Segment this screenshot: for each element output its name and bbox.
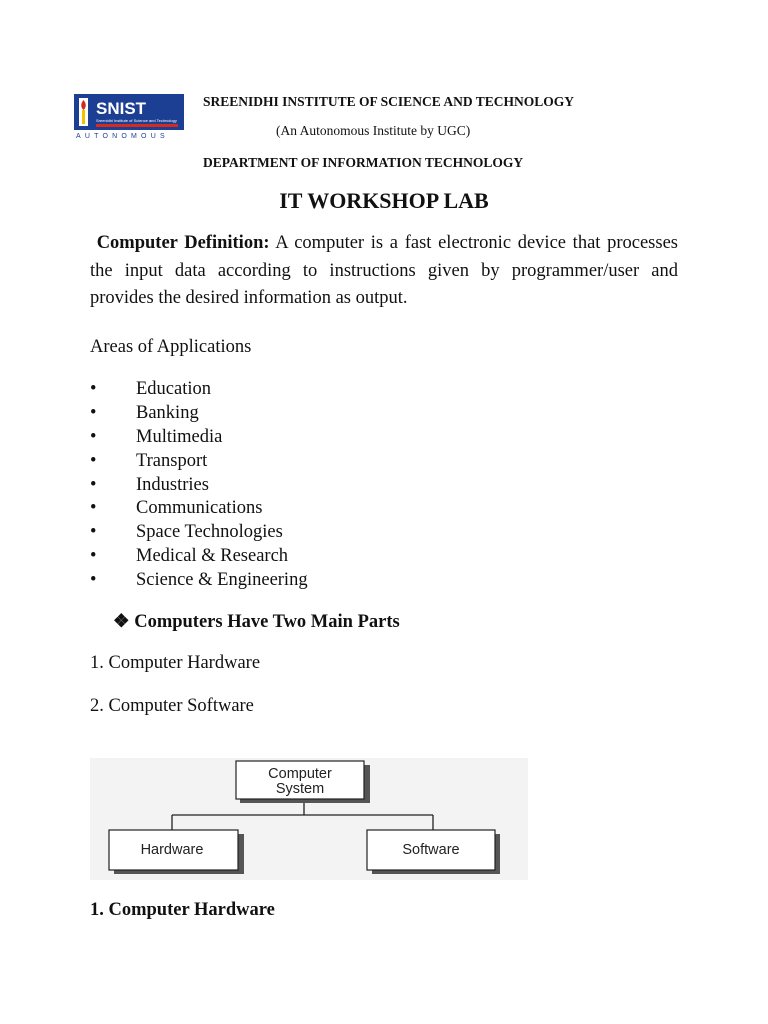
- list-item: [90, 426, 308, 450]
- diagram-node-hardware: [109, 830, 244, 874]
- node-label: Hardware: [140, 842, 204, 858]
- bullet-icon: •: [90, 379, 97, 399]
- bullet-icon: •: [90, 402, 97, 423]
- computer-system-diagram: [90, 758, 528, 880]
- applications-list: [90, 378, 308, 593]
- bullet-icon: •: [90, 498, 97, 519]
- logo-torch-icon: [82, 110, 85, 124]
- logo-text: SNIST: [96, 99, 147, 118]
- list-item-label: Education: [136, 379, 212, 399]
- list-item: [90, 474, 308, 498]
- list-item-label: Transport: [136, 450, 208, 471]
- list-item-label: Banking: [136, 402, 199, 423]
- logo-autonomous: AUTONOMOUS: [76, 133, 169, 140]
- list-item: [90, 402, 308, 426]
- list-item: [90, 569, 308, 593]
- bullet-icon: •: [90, 522, 97, 543]
- list-item-label: Multimedia: [136, 426, 223, 447]
- logo-stripe: [96, 124, 178, 127]
- list-item: [90, 521, 308, 545]
- bullet-icon: •: [90, 426, 97, 447]
- part-item-software: 2. Computer Software: [90, 696, 254, 716]
- node-label: Software: [402, 842, 460, 858]
- list-item: [90, 497, 308, 521]
- bullet-icon: •: [90, 570, 97, 591]
- list-item-label: Space Technologies: [136, 522, 283, 543]
- bullet-icon: •: [90, 450, 97, 471]
- areas-heading: Areas of Applications: [90, 337, 252, 357]
- document-title: IT WORKSHOP LAB: [279, 188, 489, 213]
- section-heading: 1. Computer Hardware: [90, 900, 275, 920]
- snist-logo: [74, 94, 184, 140]
- list-item-label: Communications: [136, 498, 263, 519]
- logo-subtext: Sreenidhi Institute of Science and Technology: [96, 118, 177, 123]
- definition-paragraph: [90, 230, 678, 313]
- department-name: DEPARTMENT OF INFORMATION TECHNOLOGY: [203, 155, 524, 170]
- list-item: [90, 378, 308, 402]
- list-item: [90, 450, 308, 474]
- diagram-node-computer-system: [236, 761, 370, 803]
- list-item: [90, 545, 308, 569]
- definition-text: A computer is a fast electronic device that processes the input data according to instructions given by programmer/user and provides the desired information as output.: [90, 233, 678, 308]
- institute-name: SREENIDHI INSTITUTE OF SCIENCE AND TECHNOLOGY: [203, 94, 574, 109]
- bullet-icon: •: [90, 474, 97, 495]
- institute-subtitle: (An Autonomous Institute by UGC): [276, 123, 471, 138]
- part-item-hardware: 1. Computer Hardware: [90, 653, 261, 673]
- list-item-label: Medical & Research: [136, 546, 289, 567]
- diagram-node-software: [367, 830, 500, 874]
- bullet-icon: •: [90, 546, 97, 567]
- node-label: Computer: [268, 766, 332, 782]
- parts-heading: ❖ Computers Have Two Main Parts: [113, 612, 400, 632]
- definition-label: Computer Definition:: [96, 233, 270, 253]
- node-label: System: [275, 781, 325, 797]
- list-item-label: Science & Engineering: [136, 570, 308, 591]
- list-item-label: Industries: [136, 474, 209, 495]
